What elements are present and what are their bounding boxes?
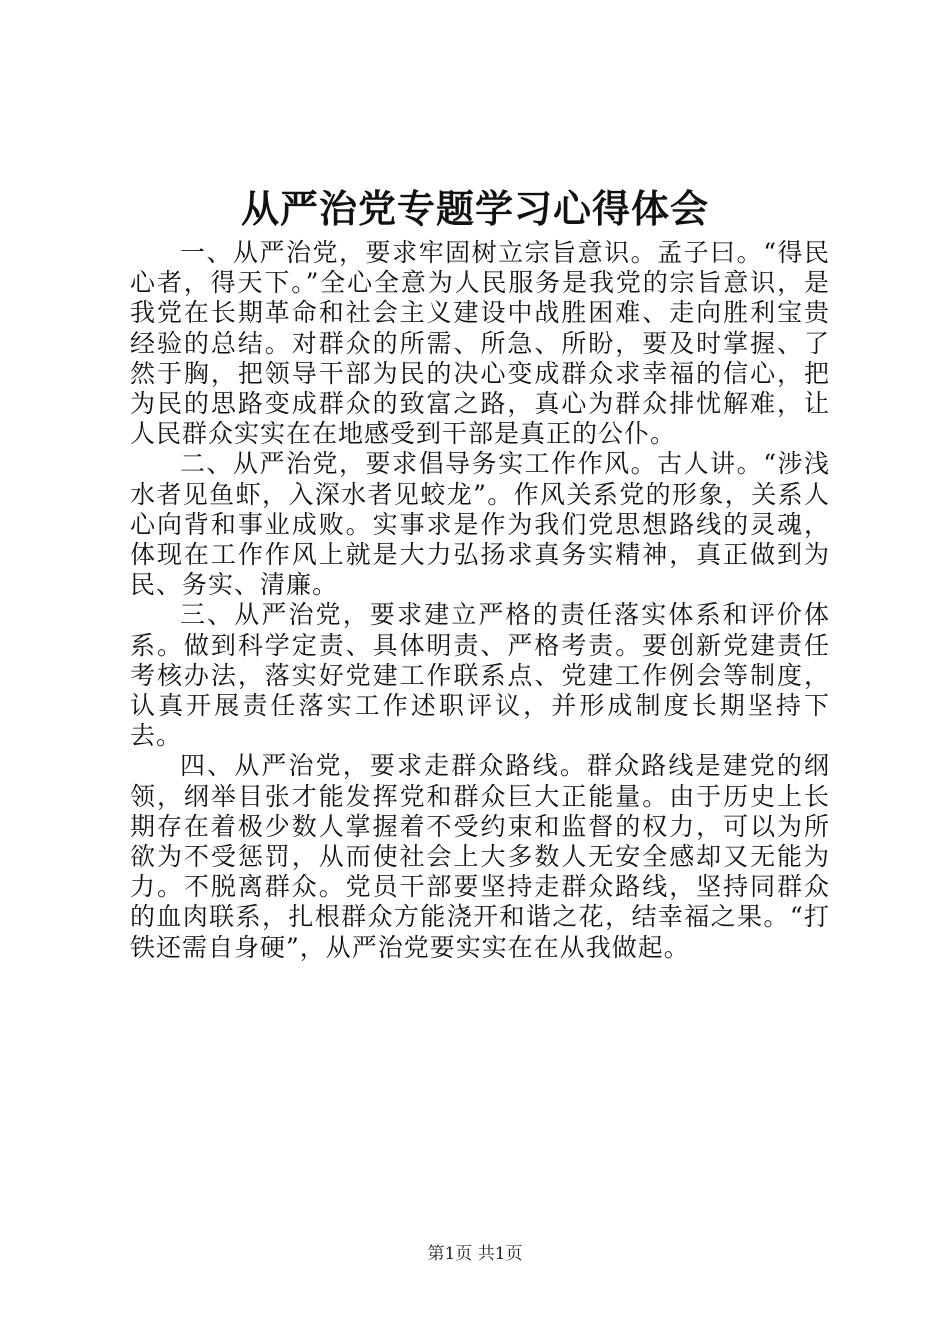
document-body [130, 238, 830, 963]
page-number-footer: 第1页 共1页 [427, 1244, 523, 1264]
document-title: 从严治党专题学习心得体会 [240, 186, 709, 231]
paragraph-1: 一、从严治党，要求牢固树立宗旨意识。孟子曰。“得民心者，得天下。”全心全意为人民服务是我党的宗旨意识，是我党在长期革命和社会主义建设中战胜困难、走向胜利宝贵经验的总结。对群众的所需、所急、所盼，要及时掌握、了然于胸，把领导干部为民的决心变成群众求幸福的信心，把为民的思路变成群众的致富之路，真心为群众排忧解难，让人民群众实实在在地感受到干部是真正的公仆。 [130, 238, 830, 449]
paragraph-2: 二、从严治党，要求倡导务实工作作风。古人讲。“涉浅水者见鱼虾，入深水者见蛟龙”。作风关系党的形象，关系人心向背和事业成败。实事求是作为我们党思想路线的灵魂，体现在工作作风上就是大力弘扬求真务实精神，真正做到为民、务实、清廉。 [130, 449, 830, 600]
paragraph-4: 四、从严治党，要求走群众路线。群众路线是建党的纲领，纲举目张才能发挥党和群众巨大正能量。由于历史上长期存在着极少数人掌握着不受约束和监督的权力，可以为所欲为不受惩罚，从而使社会上大多数人无安全感却又无能为力。不脱离群众。党员干部要坚持走群众路线，坚持同群众的血肉联系，扎根群众方能浇开和谐之花，结幸福之果。“打铁还需自身硬”，从严治党要实实在在从我做起。 [130, 751, 830, 962]
paragraph-3: 三、从严治党，要求建立严格的责任落实体系和评价体系。做到科学定责、具体明责、严格考责。要创新党建责任考核办法，落实好党建工作联系点、党建工作例会等制度，认真开展责任落实工作述职评议，并形成制度长期坚持下去。 [130, 600, 830, 751]
